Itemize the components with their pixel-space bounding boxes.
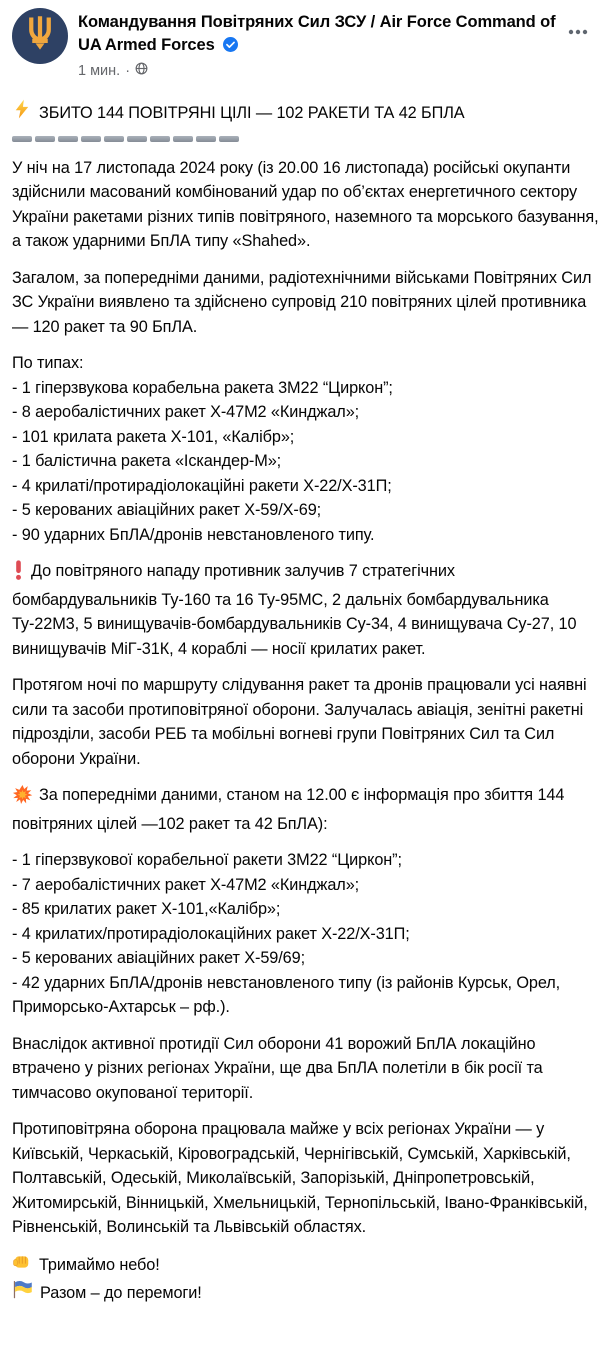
list-item: - 101 крилата ракета Х-101, «Калібр»; bbox=[12, 427, 295, 446]
detected-types-list bbox=[12, 351, 602, 547]
page-avatar[interactable] bbox=[12, 8, 68, 64]
headline-text: ЗБИТО 144 ПОВІТРЯНІ ЦІЛІ — 102 РАКЕТИ ТА 42 БПЛА bbox=[39, 103, 465, 122]
lightning-emoji-icon bbox=[12, 99, 32, 127]
closing-victory-text: Разом – до перемоги! bbox=[40, 1283, 202, 1302]
list-item: - 90 ударних БпЛА/дронів невстановленого типу. bbox=[12, 525, 375, 544]
meta-separator: · bbox=[125, 62, 131, 79]
list-item: - 85 крилатих ракет Х-101,«Калібр»; bbox=[12, 900, 281, 918]
trident-emblem-icon bbox=[20, 14, 60, 59]
page-name-text: Командування Повітряних Сил ЗСУ / Air Force Command of UA Armed Forces bbox=[78, 13, 556, 54]
verified-badge-icon bbox=[223, 38, 238, 56]
three-dots-icon bbox=[567, 23, 589, 41]
list-item: - 1 гіперзвукової корабельної ракети 3М22 “Циркон”; bbox=[12, 851, 402, 869]
list-item: - 1 гіперзвукова корабельна ракета 3М22 “Циркон”; bbox=[12, 378, 393, 397]
list-item: - 5 керованих авіаційних ракет Х-59/Х-69; bbox=[12, 501, 322, 519]
paragraph-lost-drones: Внаслідок активної протидії Сил оборони 41 ворожий БпЛА локаційно втрачено у різних регіонах України, ще два БпЛА полетіли в бік росії та тимчасово окупованої території. bbox=[12, 1034, 543, 1102]
raised-fist-emoji-icon bbox=[12, 1252, 32, 1280]
list-item: - 4 крилатих/протирадіолокаційних ракет Х-22/Х-31П; bbox=[12, 924, 410, 943]
paragraph-enemy-aircraft bbox=[12, 559, 602, 661]
list-item: - 42 ударних БпЛА/дронів невстановленого типу (із районів Курськ, Орел, Приморсько-Ахтарськ – рф.). bbox=[12, 973, 561, 1016]
closing-lines bbox=[12, 1252, 602, 1307]
downed-totals-text: За попередніми даними, станом на 12.00 є інформація про збиття 144 повітряних цілей —102 ракет та 42 БпЛА): bbox=[12, 786, 565, 833]
list-item: - 8 аеробалістичних ракет Х-47М2 «Кинджал»; bbox=[12, 403, 360, 421]
list-item: - 5 керованих авіаційних ракет Х-59/69; bbox=[12, 949, 305, 967]
page-name-link[interactable] bbox=[78, 11, 558, 59]
post-timestamp[interactable]: 1 мин. bbox=[78, 62, 121, 79]
closing-sky-text: Тримаймо небо! bbox=[39, 1256, 160, 1274]
paragraph-detected-totals: Загалом, за попередніми даними, радіотехнічними військами Повітряних Сил ЗС України виявлено та здійснено супровід 210 повітряних цілей противника — 120 ракет та 90 БпЛА. bbox=[12, 268, 592, 336]
post-headline bbox=[12, 99, 602, 127]
types-list-header: По типах: bbox=[12, 354, 84, 372]
paragraph-attack-summary: У ніч на 17 листопада 2024 року (із 20.00 16 листопада) російські окупанти здійснили масований комбінований удар по об’єктах енергетичного сектору України ракетами різних типів повітряного, наземного та морського базування, а також ударними БпЛА типу «Shahed». bbox=[12, 158, 599, 250]
paragraph-defense-forces: Протягом ночі по маршруту слідування ракет та дронів працювали усі наявні сили та засоби протиповітряної оборони. Залучалась авіація, зенітні ракетні підрозділи, засоби РЕБ та мобільні вогневі групи Повітряних Сил та Сил оборони України. bbox=[12, 676, 587, 768]
collision-emoji-icon bbox=[12, 783, 33, 812]
closing-line-victory bbox=[12, 1279, 602, 1307]
list-item: - 1 балістична ракета «Іскандер-М»; bbox=[12, 452, 282, 470]
red-exclamation-emoji-icon bbox=[12, 560, 25, 588]
downed-types-list bbox=[12, 848, 602, 1020]
post-body bbox=[0, 79, 614, 1307]
minus-emoji-divider-row bbox=[12, 134, 602, 144]
paragraph-regions: Протиповітряна оборона працювала майже у всіх регіонах України — у Київській, Черкаській, Кіровоградській, Чернігівській, Сумській, Харківській, Полтавській, Одеській, Миколаївській, Запорізькій, Дніпропетровській, Житомирській, Вінницькій, Хмельницькій, Тернопільській, Івано-Франківській, Рівненській, Волинській та Львівській областях. bbox=[12, 1120, 588, 1236]
globe-icon bbox=[135, 62, 148, 79]
list-item: - 4 крилаті/протирадіолокаційні ракети Х-22/Х-31П; bbox=[12, 476, 392, 495]
post-header bbox=[0, 0, 614, 79]
closing-line-sky bbox=[12, 1252, 602, 1280]
post-meta bbox=[78, 62, 602, 79]
more-options-button[interactable] bbox=[560, 18, 596, 46]
list-item: - 7 аеробалістичних ракет Х-47М2 «Кинджал»; bbox=[12, 875, 360, 894]
enemy-aircraft-text: До повітряного нападу противник залучив 7 стратегічних бомбардувальників Ту-160 та 16 Ту-95МС, 2 дальніх бомбардувальника Ту-22М3, 5 винищувачів-бомбардувальників Су-34, 4 винищувача Су-27, 10 винищувачів МіГ-31К, 4 кораблі — носії крилатих ракет. bbox=[12, 562, 577, 658]
ukraine-flag-emoji-icon bbox=[12, 1279, 33, 1307]
paragraph-downed-totals bbox=[12, 783, 602, 836]
